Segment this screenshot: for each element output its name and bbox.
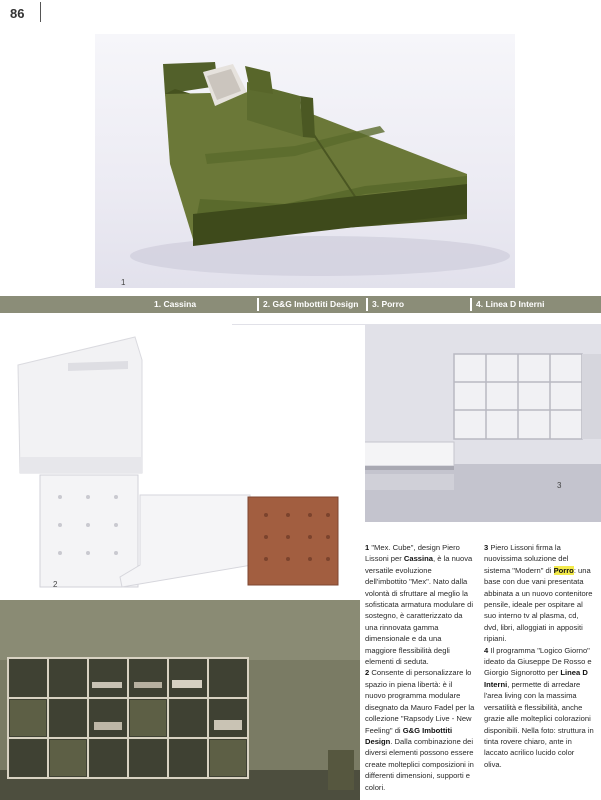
caption-item-linea-d: 4. Linea D Interni [476, 299, 545, 309]
figure-number-1: 1 [121, 278, 126, 287]
figure-number-3: 3 [557, 481, 562, 490]
text-column-2 [484, 542, 594, 770]
linea-d-shelving-illustration [0, 600, 360, 800]
article-item-2: 2 Consente di personalizzare lo spazio in piena libertà: è il nuovo programma modulare disegnato da Mauro Fadel per la collezione "Rapsody Live - New Feeling" di G&G Imbottiti Design. Dalla combinazione dei diversi elementi possono essere create molteplici composizioni in differenti dimensioni, supporti e colori. [365, 668, 475, 792]
photo-cassina-sofa [95, 34, 515, 288]
brand-cassina: Cassina [403, 554, 433, 564]
brand-porro: Porro [553, 565, 574, 575]
caption-item-porro: 3. Porro [372, 299, 405, 309]
photo-gg-modular-sofa [10, 325, 365, 593]
article-item-4: 4 Il programma "Logico Giorno" ideato da Giuseppe De Rosso e Giorgio Signorotto per Linea D Interni, permette di arredare l'area living con la massima versatilità e flessibilità, anche grazie alle molteplici colorazioni disponibili. Nella foto: struttura in tinta rovere chiaro, ante in laccato acrilico lucido color oliva. [484, 645, 594, 769]
article-item-3: 3 Piero Lissoni firma la nuovissima soluzione del sistema "Modern" di Porro: una base con due vani presentata abbinata a un nuovo contenitore pensile, ideale per ospitare al suo interno tv al plasma, cd, dvd, libri, alloggiati in appositi ripiani. [484, 543, 593, 644]
caption-item-cassina: 1. Cassina [154, 299, 197, 309]
brand-gg-imbottiti: G&G Imbottiti Design [365, 725, 453, 746]
page-number-divider [40, 2, 41, 22]
article-item-1: 1 "Mex. Cube", design Piero Lissoni per Cassina, è la nuova versatile evoluzione dell'imbottito "Mex". Nato dalla volontà di sfruttare al meglio la sofisticata armatura modulare di sostegno, è caratterizzato da una rinnovata gamma dimensionale e da una maggiore flessibilità degli elementi di seduta. [365, 543, 474, 667]
brand-linea-d: Linea D Interni [484, 668, 588, 689]
green-sofa-illustration [95, 34, 515, 288]
figure-number-2: 2 [53, 580, 58, 589]
caption-item-gg: 2. G&G Imbottiti Design [263, 299, 359, 309]
page-number: 86 [10, 6, 25, 21]
gg-sofa-illustration [10, 325, 365, 593]
photo-linea-d-shelving [0, 600, 360, 800]
caption-bar [0, 296, 601, 313]
text-column-1 [365, 542, 475, 793]
